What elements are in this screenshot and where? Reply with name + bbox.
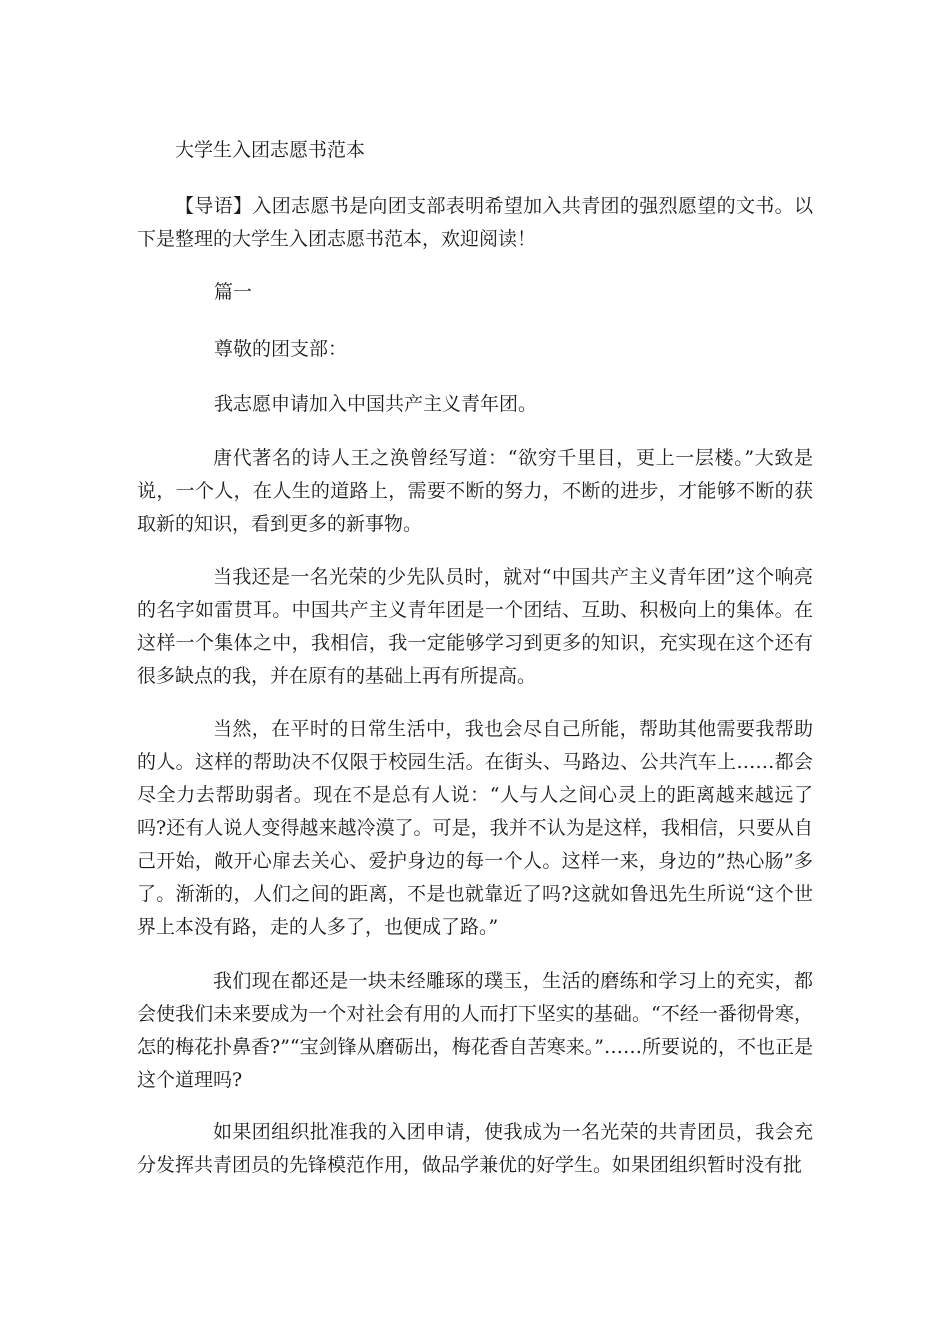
salutation: 尊敬的团支部：: [214, 338, 348, 360]
paragraph-3: 当我还是一名光荣的少先队员时，就对“中国共产主义青年团”这个响亮的名字如雷贯耳。中国共产主义青年团是一个团结、互助、积极向上的集体。在这样一个集体之中，我相信，我一定能够学习到更多的知识，充实现在这个还有很多缺点的我，并在原有的基础上再有所提高。: [137, 566, 813, 687]
paragraph-4: 当然，在平时的日常生活中，我也会尽自己所能，帮助其他需要我帮助的人。这样的帮助决不仅限于校园生活。在街头、马路边、公共汽车上……都会尽全力去帮助弱者。现在不是总有人说：“人与人之间心灵上的距离越来越远了吗?还有人说人变得越来越冷漠了。可是，我并不认为是这样，我相信，只要从自己开始，敞开心扉去关心、爱护身边的每一个人。这样一来，身边的”热心肠”多了。渐渐的，人们之间的距离，不是也就靠近了吗?这就如鲁迅先生所说“这个世界上本没有路，走的人多了，也便成了路。”: [137, 718, 813, 938]
paragraph-2: 唐代著名的诗人王之涣曾经写道：“欲穷千里目，更上一层楼。”大致是说，一个人，在人生的道路上，需要不断的努力，不断的进步，才能够不断的获取新的知识，看到更多的新事物。: [137, 447, 813, 535]
paragraph-5: 我们现在都还是一块未经雕琢的璞玉，生活的磨练和学习上的充实，都会使我们未来要成为一个对社会有用的人而打下坚实的基础。“不经一番彻骨寒，怎的梅花扑鼻香?”“宝剑锋从磨砺出，梅花香自苦寒来。”……所要说的，不也正是这个道理吗?: [137, 970, 813, 1091]
paragraph-1: 我志愿申请加入中国共产主义青年团。: [214, 393, 538, 415]
document-title: 大学生入团志愿书范本: [175, 139, 366, 161]
paragraph-6: 如果团组织批准我的入团申请，使我成为一名光荣的共青团员，我会充分发挥共青团员的先锋模范作用，做品学兼优的好学生。如果团组织暂时没有批: [137, 1121, 813, 1176]
intro-paragraph: 【导语】入团志愿书是向团支部表明希望加入共青团的强烈愿望的文书。以下是整理的大学生入团志愿书范本，欢迎阅读！: [137, 195, 813, 250]
section-label: 篇一: [214, 281, 253, 303]
